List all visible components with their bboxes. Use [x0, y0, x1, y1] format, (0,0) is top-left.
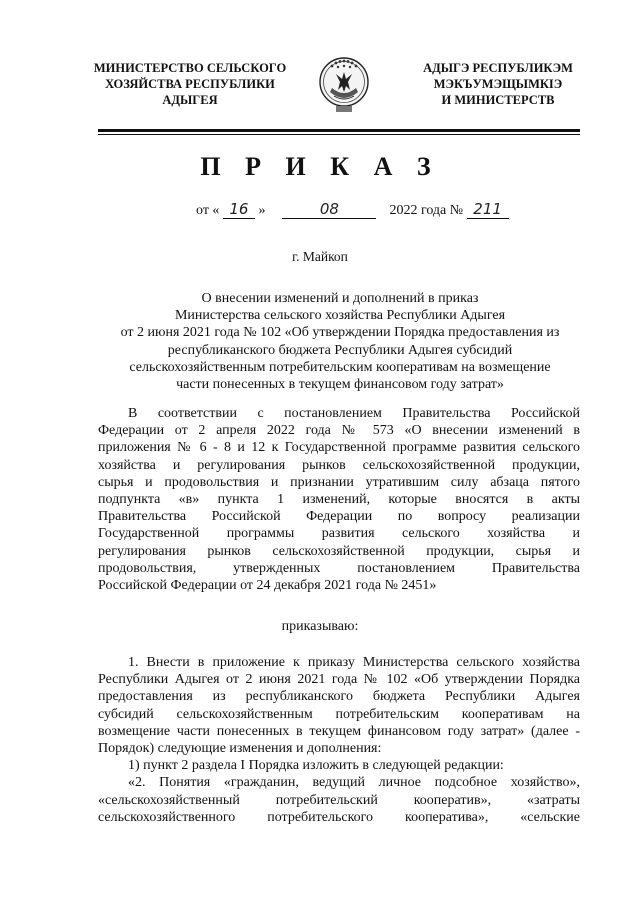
preamble-line: хозяйства и регулирования рынков сельскохозяйственной продукции,	[98, 457, 580, 473]
date-prefix: от «	[196, 203, 220, 218]
header-left-line: АДЫГЕЯ	[162, 93, 218, 107]
section-line: сельскохозяйственного потребительского кооператива», «сельские	[98, 809, 580, 825]
preamble-line: сырья и продовольствия и признании утратившим силу абзаца пятого	[98, 474, 580, 490]
ministry-name-adyghe	[388, 60, 608, 108]
subject-line: республиканского бюджета Республики Адыгея субсидий	[167, 342, 513, 358]
header-left-line: ХОЗЯЙСТВА РЕСПУБЛИКИ	[105, 77, 275, 91]
date-month: 08	[282, 200, 376, 219]
document-title: П Р И К А З	[200, 152, 440, 181]
section-line: субсидий сельскохозяйственным потребительским кооперативам на	[98, 706, 580, 722]
order-date-line	[196, 200, 509, 220]
order-number: 211	[467, 200, 509, 219]
subject-line: Министерства сельского хозяйства Республики Адыгея	[174, 308, 506, 324]
section-1-paragraph	[98, 654, 580, 826]
ministry-name-russian	[80, 60, 300, 108]
date-year: 2022 года №	[389, 203, 464, 218]
preamble-line: Государственной программы развития сельского хозяйства и	[98, 526, 580, 542]
subject-line: сельскохозяйственным потребительским кооперативам на возмещение	[129, 359, 551, 375]
header-rule-thin	[98, 134, 580, 135]
header-right-line: МЭКЪУМЭЩЫМКІЭ	[433, 77, 563, 91]
preamble-line: Правительства Российской Федерации по вопросу реализации	[98, 509, 580, 525]
header-right-line: АДЫГЭ РЕСПУБЛИКЭМ	[423, 61, 573, 75]
preamble-paragraph	[98, 405, 580, 594]
preamble-line: В соответствии с постановлением Правительства Российской	[128, 406, 580, 421]
preamble-line: подпункта «в» пункта 1 изменений, которые вносятся в акты	[98, 492, 580, 508]
section-line: 1) пункт 2 раздела I Порядка изложить в следующей редакции:	[128, 758, 504, 774]
section-line: «сельскохозяйственный потребительский кооператив», «затраты	[98, 792, 580, 808]
section-line: «2. Понятия «гражданин, ведущий личное подсобное хозяйство»,	[128, 775, 580, 791]
preamble-line: регулирования рынков сельскохозяйственной продукции, сырья и	[98, 543, 580, 559]
header-left-line: МИНИСТЕРСТВО СЕЛЬСКОГО	[93, 61, 287, 75]
subject-line: от 2 июня 2021 года № 102 «Об утверждении Порядка предоставления из	[120, 325, 560, 341]
header-rule-thick	[98, 129, 580, 132]
preamble-line: Российской Федерации от 24 декабря 2021 года № 2451»	[98, 578, 437, 594]
header-right-line: И МИНИСТЕРСТВ	[441, 93, 555, 107]
date-quote-close: »	[258, 203, 266, 218]
section-line: 1. Внести в приложение к приказу Министерства сельского хозяйства	[128, 655, 580, 670]
section-line: Порядок) следующие изменения и дополнения:	[98, 741, 382, 757]
subject-line: О внесении изменений и дополнений в приказ	[201, 291, 479, 306]
coat-of-arms-icon	[316, 52, 372, 116]
city-line: г. Майкоп	[292, 249, 348, 264]
section-line: предоставления из республиканского бюджета Республики Адыгея	[98, 689, 580, 705]
preamble-line: продовольствия, утвержденных постановлением Правительства	[98, 560, 580, 576]
section-line: Республики Адыгея от 2 июня 2021 года № 102 «Об утверждении Порядка	[98, 672, 580, 688]
date-day: 16	[223, 200, 255, 219]
preamble-line: Федерации от 2 апреля 2022 года № 573 «О внесении изменений в	[98, 423, 580, 439]
order-word: приказываю:	[281, 619, 359, 634]
subject-line: части понесенных в текущем финансовом году затрат»	[176, 377, 504, 393]
order-subject	[108, 290, 572, 393]
preamble-line: приложения № 6 - 8 и 12 к Государственной программе развития сельского	[98, 440, 580, 456]
section-line: возмещение части понесенных в текущем финансовом году затрат» (далее -	[98, 723, 580, 739]
